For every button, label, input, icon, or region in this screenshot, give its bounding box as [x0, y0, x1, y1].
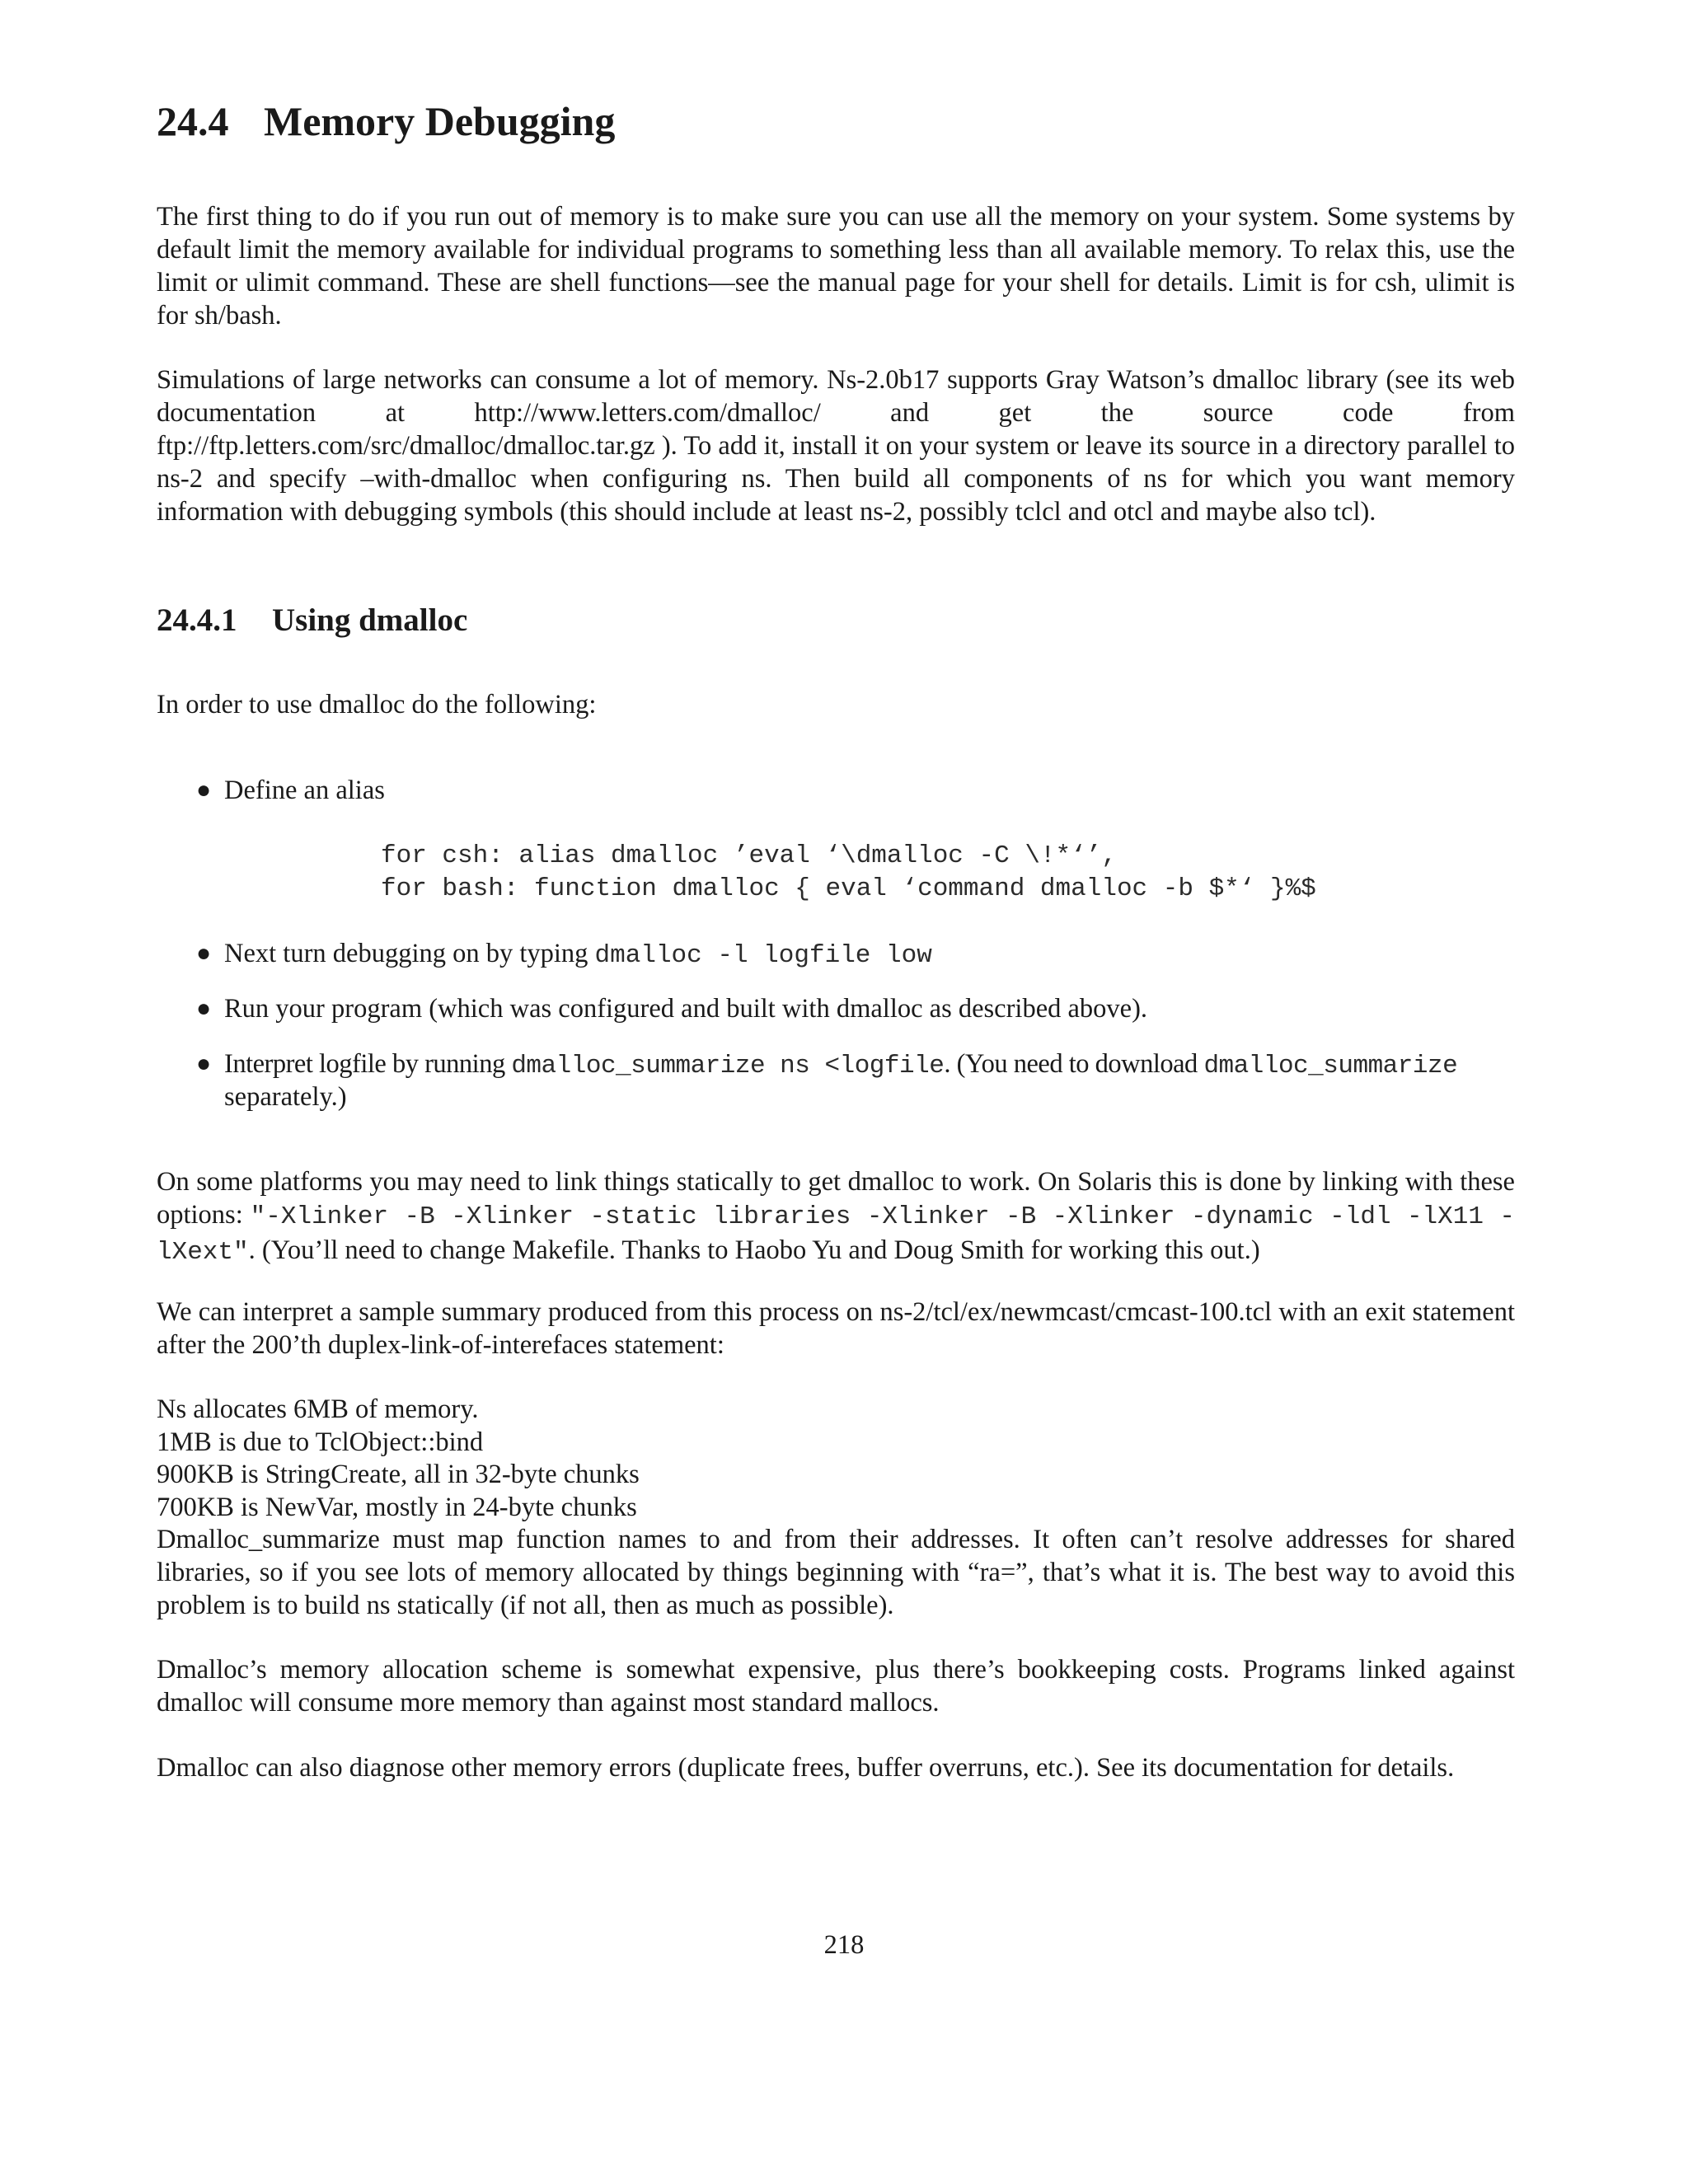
- inline-code: "-Xlinker -B -Xlinker -static libraries -Xlinker -B -Xlinker -dynamic -ldl -lX11 -lXext": [157, 1202, 1515, 1267]
- paragraph-diagnose: Dmalloc can also diagnose other memory errors (duplicate frees, buffer overruns, etc.). See its documentation for details.: [157, 1753, 1455, 1783]
- summary-line: 700KB is NewVar, mostly in 24-byte chunks: [157, 1493, 637, 1522]
- inline-code: dmalloc_summarize ns <logfile: [511, 1052, 945, 1080]
- paragraph-instructions-intro: In order to use dmalloc do the following:: [157, 690, 597, 719]
- summary-line: 900KB is StringCreate, all in 32-byte chunks: [157, 1460, 640, 1489]
- paragraph-dmalloc-summarize: Dmalloc_summarize must map function names to and from their addresses. It often can’t resolve addresses for shared libraries, so if you see lots of memory allocated by things beginning with “ra=”, that’s what it is. The best way to avoid this problem is to build ns statically (if not all, then as much as possible).: [157, 1525, 1515, 1620]
- inline-code: dmalloc_summarize: [1203, 1052, 1458, 1080]
- bullet-icon: ●: [196, 776, 212, 804]
- paragraph-solaris: [157, 1165, 1515, 1269]
- bullet-icon: ●: [196, 1050, 212, 1077]
- list-item-text: separately.): [224, 1082, 347, 1112]
- paragraph-text: On some platforms you may need to link things statically to get dmalloc to work. On Solaris this is done by linking with these options:: [157, 1167, 1515, 1230]
- paragraph-dmalloc-intro: Simulations of large networks can consume a lot of memory. Ns-2.0b17 supports Gray Watson’s dmalloc library (see its web documentation at http://www.letters.com/dmalloc/ and get the source code from ftp://ftp.letters.com/src/dmalloc/dmalloc.tar.gz ). To add it, install it on your system or leave its source in a directory parallel to ns-2 and specify –with-dmalloc when configuring ns. Then build all components of ns for which you want memory information with debugging symbols (this should include at least ns-2, possibly tclcl and otcl and maybe also tcl).: [157, 365, 1515, 527]
- list-item-text: [224, 937, 1564, 972]
- bullet-icon: ●: [196, 940, 212, 967]
- section-title: Memory Debugging: [264, 98, 616, 144]
- page-number: 218: [823, 1930, 865, 1960]
- list-item-label: Next turn debugging on by typing: [224, 939, 595, 968]
- subsection-heading: [157, 598, 467, 643]
- summary-line: Ns allocates 6MB of memory.: [157, 1394, 479, 1424]
- list-item-text: Define an alias: [224, 776, 385, 805]
- list-item-text: Run your program (which was configured and built with dmalloc as described above).: [224, 994, 1148, 1024]
- paragraph-sample-intro: We can interpret a sample summary produced from this process on ns-2/tcl/ex/newmcast/cmcast-100.tcl with an exit statement after the 200’th duplex-link-of-interefaces statement:: [157, 1297, 1515, 1360]
- bullet-icon: ●: [196, 995, 212, 1022]
- section-number: 24.4: [157, 98, 229, 144]
- list-item-text: [224, 1047, 1564, 1083]
- subsection-number: 24.4.1: [157, 602, 237, 638]
- code-line-csh: for csh: alias dmalloc ’eval ‘\dmalloc -C \!*‘’,: [381, 841, 1117, 870]
- paragraph-allocation-cost: Dmalloc’s memory allocation scheme is somewhat expensive, plus there’s bookkeeping costs. Programs linked against dmalloc will consume more memory than against most standard mallocs.: [157, 1655, 1515, 1718]
- summary-line: 1MB is due to TclObject::bind: [157, 1427, 484, 1457]
- section-heading: [157, 92, 615, 150]
- list-item-label: Interpret logfile by running: [224, 1049, 512, 1079]
- paragraph-memory-limits: The first thing to do if you run out of memory is to make sure you can use all the memory on your system. Some systems by default limit the memory available for individual programs to something less than all available memory. To relax this, use the limit or ulimit command. These are shell functions—see the manual page for your shell for details. Limit is for csh, ulimit is for sh/bash.: [157, 202, 1515, 330]
- list-item-label: . (You need to download: [944, 1049, 1204, 1079]
- inline-code: dmalloc -l logfile low: [594, 941, 932, 970]
- paragraph-text: . (You’ll need to change Makefile. Thanks to Haobo Yu and Doug Smith for working this out.): [248, 1235, 1260, 1265]
- code-line-bash: for bash: function dmalloc { eval ‘command dmalloc -b $*‘ }%$: [381, 874, 1316, 903]
- subsection-title: Using dmalloc: [272, 602, 468, 638]
